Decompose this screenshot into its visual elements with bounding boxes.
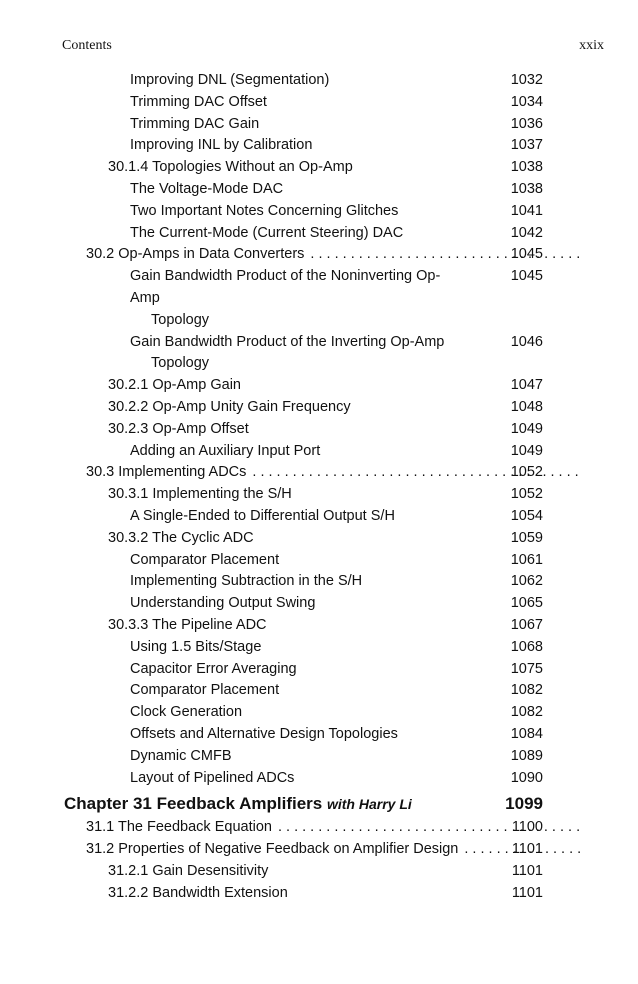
toc-entry[interactable] [0,441,638,463]
toc-entry[interactable] [0,550,638,572]
toc-entry[interactable] [0,506,638,528]
toc-entry-title: 30.3.3 The Pipeline ADC [108,616,267,633]
toc-entry-page: 1067 [510,616,543,633]
toc-entry-page: 1037 [510,137,543,154]
toc-entry-title: 30.2.1 Op-Amp Gain [108,377,241,394]
toc-entry[interactable] [0,637,638,659]
toc-entry-page: 1084 [510,725,543,742]
toc-entry-page: 1068 [510,638,543,655]
toc-entry-title: Two Important Notes Concerning Glitches [130,202,399,219]
toc-entry-title: Using 1.5 Bits/Stage [130,638,262,655]
toc-entry-title: 30.2 Op-Amps in Data Converters [86,246,305,263]
toc-entry[interactable] [0,680,638,702]
toc-entry-page: 1082 [510,704,543,721]
toc-entry-page: 1059 [510,529,543,546]
toc-entry-title: Comparator Placement [130,551,280,568]
toc-entry-title: Trimming DAC Gain [130,115,260,132]
toc-entry-page: 1046 [510,333,543,350]
chapter-coauthor: with Harry Li [326,796,412,813]
toc-entry[interactable] [0,397,638,419]
toc-entry-title: 30.2.3 Op-Amp Offset [108,420,249,437]
toc-entry-page: 1062 [510,573,543,590]
toc-entry-page: 1101 [511,841,543,858]
toc-entry[interactable] [0,861,638,883]
toc-entry-page: 1101 [511,884,543,901]
toc-entry-title-continuation: Topology [151,355,210,372]
toc-entry[interactable] [0,528,638,550]
toc-entry[interactable] [0,179,638,201]
toc-entry-title: Adding an Auxiliary Input Port [130,442,321,459]
toc-entry-page: 1041 [510,202,543,219]
toc-entry-title: Layout of Pipelined ADCs [130,769,295,786]
toc-entry-page: 1101 [511,862,543,879]
toc-entry-title: Comparator Placement [130,682,280,699]
toc-entry-page: 1065 [510,595,543,612]
toc-entry[interactable] [0,419,638,441]
toc-entry-title: Improving DNL (Segmentation) [130,72,330,88]
toc-entry[interactable] [0,266,638,331]
toc-entry[interactable] [0,702,638,724]
toc-entry-page: 1061 [510,551,543,568]
toc-entry-title: Trimming DAC Offset [130,93,267,110]
toc-entry[interactable] [0,571,638,593]
toc-entry-page: 1048 [510,398,543,415]
toc-entry-page: 1034 [510,93,543,110]
toc-entry[interactable] [0,593,638,615]
toc-entry-title: Understanding Output Swing [130,595,316,612]
toc-entry-title: Gain Bandwidth Product of the Noninverting Op-Amp [130,268,441,306]
toc-entry-page: 1047 [510,377,543,394]
toc-entry-page: 1045 [510,246,543,263]
toc-entry[interactable] [0,839,638,861]
toc-entry-title: Gain Bandwidth Product of the Inverting Op-Amp [130,333,445,350]
toc-entry-title: A Single-Ended to Differential Output S/H [130,507,395,524]
toc-entry-page: 1075 [510,660,543,677]
toc-entry[interactable] [0,724,638,746]
chapter-title: Chapter 31 Feedback Amplifiers [64,794,323,814]
toc-entry[interactable] [0,114,638,136]
toc-entry-title: Clock Generation [130,704,243,721]
toc-entry-title: 30.2.2 Op-Amp Unity Gain Frequency [108,398,351,415]
toc-entry[interactable] [0,201,638,223]
toc-entry[interactable] [0,223,638,245]
toc-list [0,70,638,904]
toc-entry-page: 1054 [510,507,543,524]
toc-entry-page: 1089 [510,747,543,764]
toc-entry-title: 30.3.2 The Cyclic ADC [108,529,254,546]
toc-entry-page: 1100 [511,819,543,836]
toc-entry-title: Offsets and Alternative Design Topologies [130,725,398,742]
toc-entry-page: 1045 [510,268,543,285]
toc-entry[interactable] [0,615,638,637]
toc-entry-title: Improving INL by Calibration [130,137,313,154]
toc-entry-page: 1052 [510,464,543,481]
toc-entry-page: 1038 [510,180,543,197]
toc-entry-title: 31.2.1 Gain Desensitivity [108,862,269,879]
toc-entry[interactable] [0,135,638,157]
toc-entry-title: 30.1.4 Topologies Without an Op-Amp [108,159,353,176]
toc-entry-page: 1042 [510,224,543,241]
toc-entry[interactable] [0,157,638,179]
toc-entry[interactable] [0,484,638,506]
toc-entry[interactable] [0,332,638,376]
running-header-title: Contents [62,38,112,53]
toc-entry[interactable] [0,244,638,266]
toc-entry-page: 1082 [510,682,543,699]
toc-entry-title: 31.2.2 Bandwidth Extension [108,884,288,901]
chapter-heading[interactable] [0,791,638,817]
toc-entry-title: 30.3.1 Implementing the S/H [108,486,292,503]
toc-entry-page: 1049 [510,442,543,459]
toc-entry-page: 1038 [510,159,543,176]
toc-entry-title-continuation: Topology [151,311,210,328]
toc-entry[interactable] [0,92,638,114]
toc-entry-title: 31.1 The Feedback Equation [86,819,272,836]
toc-entry-title: Implementing Subtraction in the S/H [130,573,363,590]
toc-entry-title: 31.2 Properties of Negative Feedback on Amplifier Design [86,841,459,858]
toc-entry[interactable] [0,375,638,397]
toc-entry[interactable] [0,659,638,681]
toc-entry-title: 30.3 Implementing ADCs [86,464,247,481]
toc-entry[interactable] [0,817,638,839]
toc-entry[interactable] [0,768,638,790]
running-header-page-number: xxix [579,38,604,53]
toc-entry-page: 1032 [510,72,543,88]
toc-entry-page: 1052 [510,486,543,503]
toc-entry-page: 1090 [510,769,543,786]
toc-entry[interactable] [0,462,638,484]
toc-entry-title: The Current-Mode (Current Steering) DAC [130,224,404,241]
toc-entry-title: The Voltage-Mode DAC [130,180,284,197]
toc-entry[interactable] [0,746,638,768]
chapter-page: 1099 [505,794,543,814]
toc-entry[interactable] [0,883,638,905]
toc-entry-page: 1036 [510,115,543,132]
toc-entry-title: Dynamic CMFB [130,747,232,764]
toc-entry-page: 1049 [510,420,543,437]
toc-entry-title: Capacitor Error Averaging [130,660,297,677]
toc-entry[interactable] [0,70,638,92]
